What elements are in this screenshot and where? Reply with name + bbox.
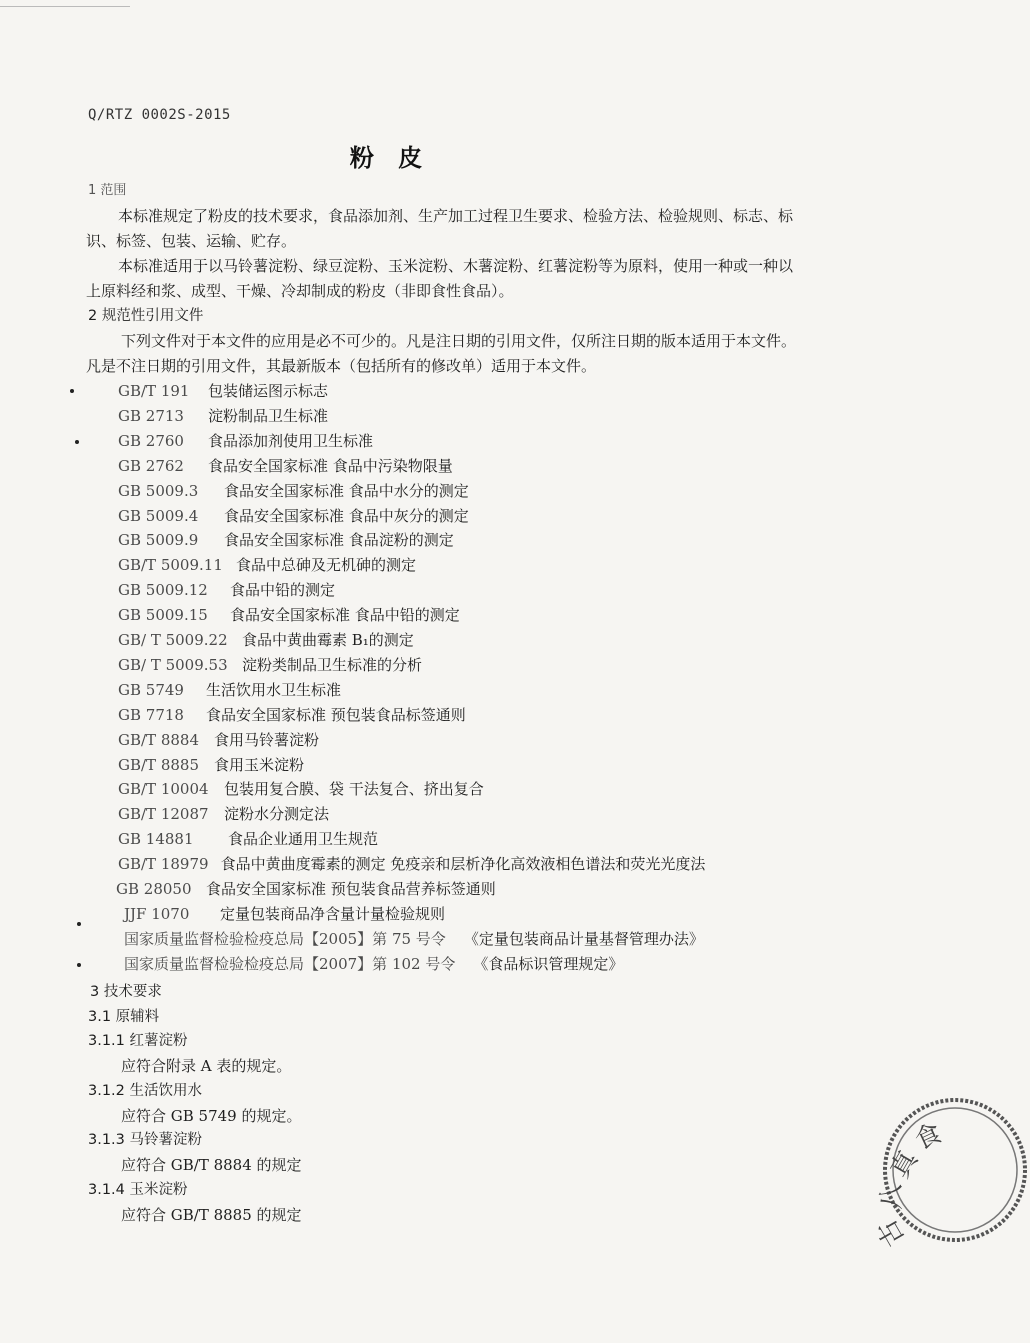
reference-code: GB 5009.12 (118, 581, 208, 600)
page-title: 粉 皮 (349, 144, 431, 172)
reference-item (118, 656, 422, 674)
reference-item (118, 606, 460, 624)
reference-title: 食品安全国家标准 食品中灰分的测定 (224, 506, 469, 525)
section-2-intro-line1: 下列文件对于本文件的应用是必不可少的。凡是注日期的引用文件，仅所注日期的版本适用于本文件。 (121, 332, 797, 350)
scan-mark (77, 922, 81, 926)
reference-code: 国家质量监督检验检疫总局【2005】第 75 号令 (124, 929, 446, 948)
subsection-heading: 3.1.4 玉米淀粉 (88, 1181, 188, 1198)
reference-code: 国家质量监督检验检疫总局【2007】第 102 号令 (124, 954, 456, 973)
company-seal-stamp (872, 1080, 1030, 1260)
reference-item (118, 855, 705, 873)
reference-code: GB 5009.3 (118, 481, 199, 500)
reference-code: GB/T 5009.11 (118, 556, 223, 575)
reference-title: 食品中铅的测定 (230, 581, 336, 600)
reference-code: GB 7718 (118, 705, 184, 724)
scan-mark (75, 440, 79, 444)
reference-code: GB/T 12087 (118, 805, 209, 824)
reference-item (118, 581, 335, 599)
subsection-text: 应符合 GB 5749 的规定。 (121, 1106, 302, 1125)
reference-title: 淀粉类制品卫生标准的分析 (242, 655, 423, 674)
scan-mark (70, 389, 74, 393)
seal-char: 古 (872, 1213, 912, 1252)
reference-item (118, 382, 328, 400)
reference-code: GB 5009.4 (118, 506, 199, 525)
scan-edge-line (0, 6, 130, 7)
reference-code: GB/T 8884 (118, 730, 200, 749)
reference-title: 食品安全国家标准 食品中水分的测定 (224, 481, 469, 500)
reference-code: GB 5009.9 (118, 531, 199, 550)
reference-title: 食品中黄曲霉素 B₁的测定 (242, 631, 414, 649)
reference-item (124, 930, 704, 948)
reference-title: 定量包装商品净含量计量检验规则 (220, 904, 446, 923)
reference-item (118, 780, 484, 798)
reference-item (118, 805, 329, 823)
reference-code: GB 14881 (118, 830, 194, 849)
reference-item (116, 880, 496, 898)
reference-item (118, 482, 469, 500)
reference-item (118, 681, 341, 699)
reference-title: 食品中总砷及无机砷的测定 (236, 556, 417, 575)
reference-title: 淀粉制品卫生标准 (208, 406, 329, 425)
subsection-text: 应符合 GB/T 8885 的规定 (121, 1205, 302, 1224)
subsection-text: 应符合附录 A 表的规定。 (121, 1057, 292, 1075)
scan-mark (77, 963, 81, 967)
reference-item (124, 955, 623, 973)
reference-item (118, 731, 319, 749)
reference-code: GB 5749 (118, 680, 184, 699)
reference-code: GB 28050 (116, 880, 192, 898)
section-1-para1-line2: 识、标签、包装、运输、贮存。 (86, 232, 297, 250)
reference-title: 食品安全国家标准 食品中铅的测定 (230, 606, 460, 625)
reference-title: 食品安全国家标准 预包装食品标签通则 (206, 705, 466, 724)
reference-title: 《食品标识管理规定》 (473, 954, 624, 973)
section-1-heading: 1 范围 (88, 183, 127, 198)
reference-title: 食用玉米淀粉 (214, 755, 305, 774)
reference-code: GB 2762 (118, 456, 184, 475)
section-1-para2-line2: 上原料经和浆、成型、干燥、冷却制成的粉皮（非即食性食品）。 (86, 282, 514, 300)
seal-char: 八 (877, 1183, 907, 1210)
section-1-para1-line1: 本标准规定了粉皮的技术要求，食品添加剂、生产加工过程卫生要求、检验方法、检验规则、标志、标 (118, 207, 794, 225)
reference-code: GB/ T 5009.22 (118, 631, 228, 649)
reference-item (124, 905, 445, 923)
section-2-intro-line2: 凡是不注日期的引用文件，其最新版本（包括所有的修改单）适用于本文件。 (86, 357, 597, 375)
reference-code: GB/T 8885 (118, 755, 200, 774)
reference-code: GB/ T 5009.53 (118, 655, 228, 674)
reference-item (118, 756, 304, 774)
reference-title: 包装用复合膜、袋 干法复合、挤出复合 (224, 780, 484, 799)
reference-title: 食品安全国家标准 食品淀粉的测定 (224, 531, 454, 550)
subsection-text: 应符合 GB/T 8884 的规定 (121, 1156, 302, 1175)
reference-item (118, 830, 378, 848)
reference-code: GB 5009.15 (118, 606, 208, 625)
standard-code: Q/RTZ 0002S-2015 (88, 107, 231, 123)
section-1-para2-line1: 本标准适用于以马铃薯淀粉、绿豆淀粉、玉米淀粉、木薯淀粉、红薯淀粉等为原料，使用一种或一种以 (118, 257, 794, 275)
reference-title: 食品企业通用卫生规范 (228, 830, 379, 849)
reference-title: 食品添加剂使用卫生标准 (208, 431, 374, 450)
seal-char: 食 (910, 1118, 947, 1157)
reference-title: 淀粉水分测定法 (224, 805, 330, 824)
reference-title: 《定量包装商品计量基督管理办法》 (463, 929, 704, 948)
reference-code: GB/T 18979 (118, 855, 209, 874)
subsection-heading: 3.1.2 生活饮用水 (88, 1082, 203, 1099)
subsection-heading: 3.1.1 红薯淀粉 (88, 1033, 188, 1049)
reference-title: 包装储运图示标志 (208, 382, 329, 400)
reference-item (118, 556, 416, 574)
reference-item (118, 507, 469, 525)
reference-code: GB/T 10004 (118, 780, 209, 799)
subsection-heading: 3.1.3 马铃薯淀粉 (88, 1132, 203, 1149)
reference-code: GB/T 191 (118, 382, 190, 400)
reference-title: 食用马铃薯淀粉 (214, 730, 320, 749)
reference-item (118, 531, 454, 549)
section-2-heading: 2 规范性引用文件 (88, 308, 204, 324)
section-3-heading: 3 技术要求 (90, 984, 162, 1000)
reference-title: 生活饮用水卫生标准 (206, 680, 342, 699)
reference-code: GB 2713 (118, 406, 184, 425)
reference-title: 食品安全国家标准 食品中污染物限量 (208, 456, 453, 475)
reference-code: GB 2760 (118, 431, 184, 450)
reference-title: 食品安全国家标准 预包装食品营养标签通则 (206, 880, 496, 898)
reference-item (118, 407, 328, 425)
seal-char: 真 (885, 1145, 925, 1184)
reference-code: JJF 1070 (124, 904, 190, 923)
reference-item (118, 457, 453, 475)
reference-title: 食品中黄曲度霉素的测定 免疫亲和层析净化高效液相色谱法和荧光光度法 (220, 855, 706, 874)
reference-item (118, 432, 373, 450)
reference-item (118, 631, 414, 649)
reference-item (118, 706, 466, 724)
section-3-1-heading: 3.1 原辅料 (88, 1009, 160, 1025)
